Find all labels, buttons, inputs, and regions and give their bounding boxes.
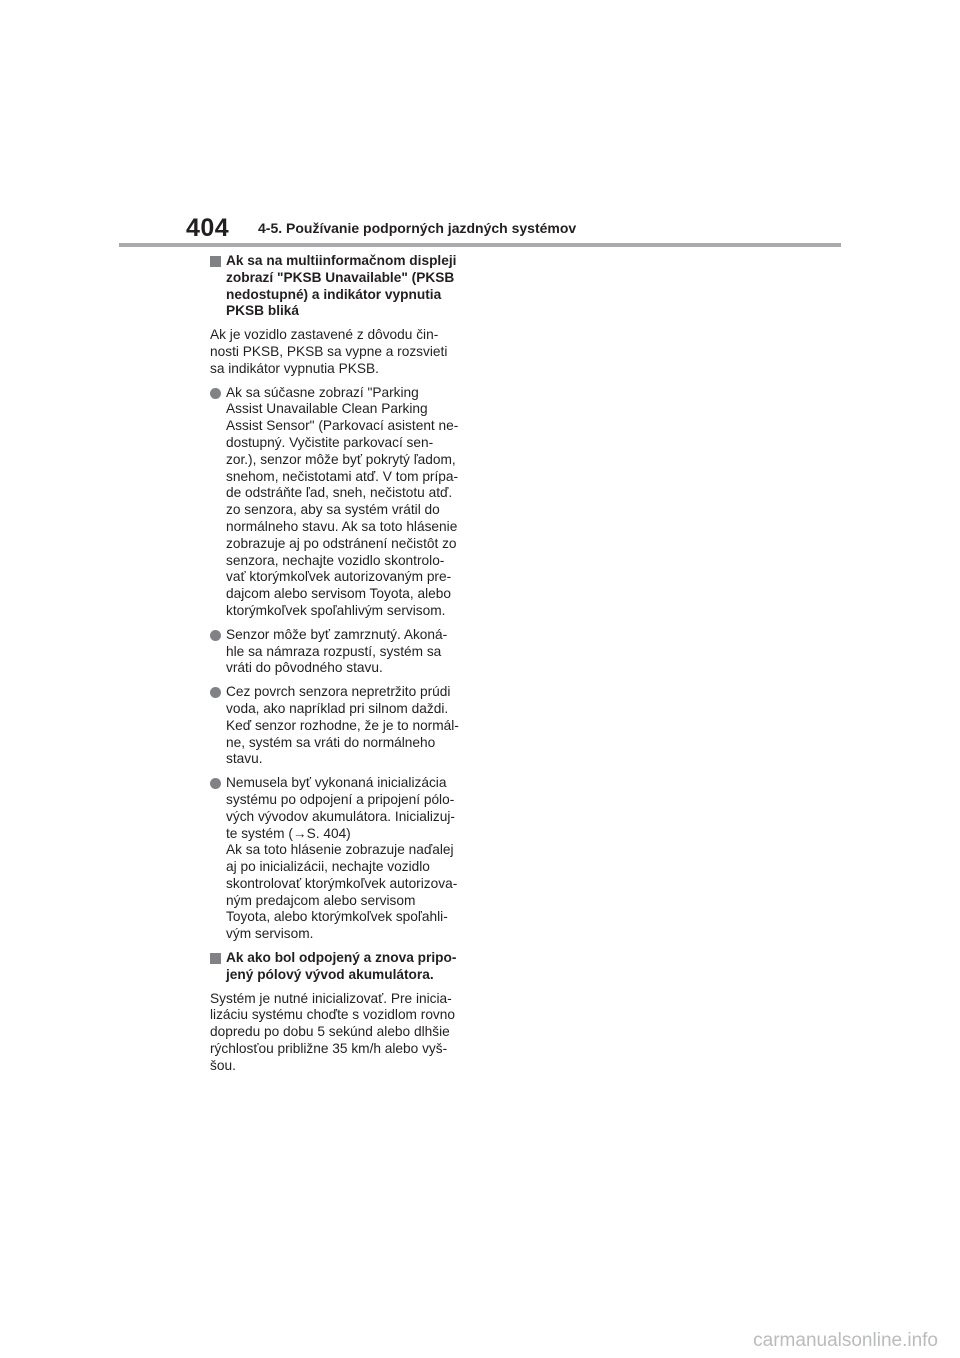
bullet-line: stavu. [226, 751, 263, 767]
round-bullet-icon [210, 778, 221, 789]
bullet-line: snehom, nečistotami atď. V tom prípa- [226, 468, 459, 484]
bullet-line: zo senzora, aby sa systém vrátil do [226, 502, 440, 518]
paragraph-line: rýchlosťou približne 35 km/h alebo vyš- [210, 1041, 448, 1057]
bullet-line: vých vývodov akumulátora. Inicializuj- [226, 808, 455, 824]
bullet-line: voda, ako napríklad pri silnom daždi. [226, 700, 449, 716]
paragraph-line: sa indikátor vypnutia PKSB. [210, 360, 379, 376]
round-bullet-icon [210, 388, 221, 399]
bullet-line: Ak sa toto hlásenie zobrazuje naďalej [226, 842, 454, 858]
heading-line: nedostupné) a indikátor vypnutia [226, 286, 442, 302]
paragraph-line: nosti PKSB, PKSB sa vypne a rozsvieti [210, 343, 448, 359]
heading-line: Ak ako bol odpojený a znova pripo- [226, 950, 457, 966]
subsection-heading-pksb-unavailable [210, 253, 472, 320]
bullet-line: skontrolovať ktorýmkoľvek autorizova- [226, 875, 458, 891]
heading-line: Ak sa na multiinformačnom displeji [226, 253, 457, 268]
bullet-line: ktorýmkoľvek spoľahlivým servisom. [226, 602, 446, 618]
paragraph-line: lizáciu systému choďte s vozidlom rovno [210, 1007, 455, 1023]
bullet-line: vráti do pôvodného stavu. [226, 660, 383, 676]
bullet-line: de odstráňte ľad, sneh, nečistotu atď. [226, 485, 453, 501]
bullet-line: aj po inicializácii, nechajte vozidlo [226, 859, 430, 875]
bullet-line: normálneho stavu. Ak sa toto hlásenie [226, 518, 458, 534]
square-bullet-icon [210, 953, 221, 964]
bullet-line: vým servisom. [226, 926, 314, 942]
header-divider [119, 243, 841, 247]
heading-line: PKSB bliká [226, 303, 300, 319]
section-title: 4-5. Používanie podporných jazdných systémov [258, 220, 577, 236]
bullet-line: Assist Sensor" (Parkovací asistent ne- [226, 418, 459, 434]
bullet-line: zor.), senzor môže byť pokrytý ľadom, [226, 451, 456, 467]
paragraph-line: Systém je nutné inicializovať. Pre inicia- [210, 990, 452, 1006]
bullet-line: Toyota, alebo ktorýmkoľvek spoľahli- [226, 909, 448, 925]
page-number: 404 [186, 214, 230, 242]
content-column [210, 253, 472, 1082]
bullet-line: Ak sa súčasne zobrazí "Parking [226, 384, 419, 400]
page-reference-link[interactable]: te systém (→S. 404) [226, 825, 351, 841]
bullet-line: Nemusela byť vykonaná inicializácia [226, 775, 447, 791]
paragraph-line: šou. [210, 1057, 236, 1073]
square-bullet-icon [210, 256, 221, 267]
bullet-line: systému po odpojení a pripojení pólo- [226, 791, 455, 807]
paragraph-line: Ak je vozidlo zastavené z dôvodu čin- [210, 327, 439, 343]
bullet-item [210, 684, 472, 768]
bullet-item [210, 385, 472, 620]
bullet-line: zobrazuje aj po odstránení nečistôt zo [226, 535, 457, 551]
intro-paragraph [210, 327, 472, 377]
bullet-item [210, 775, 472, 943]
bullet-line: hle sa námraza rozpustí, systém sa [226, 643, 442, 659]
heading-line: zobrazí "PKSB Unavailable" (PKSB [226, 269, 455, 285]
bullet-line: dajcom alebo servisom Toyota, alebo [226, 586, 451, 602]
bullet-line: senzora, nechajte vozidlo skontrolo- [226, 552, 445, 568]
round-bullet-icon [210, 630, 221, 641]
bullet-line: vať ktorýmkoľvek autorizovaným pre- [226, 569, 452, 585]
paragraph-line: dopredu po dobu 5 sekúnd alebo dlhšie [210, 1024, 450, 1040]
bullet-line: Cez povrch senzora nepretržito prúdi [226, 684, 451, 700]
watermark: carmanualsonline.info [753, 1330, 938, 1351]
bullet-line: Keď senzor rozhodne, že je to normál- [226, 717, 459, 733]
bullet-line: ným predajcom alebo servisom [226, 892, 416, 908]
bullet-line: Senzor môže byť zamrznutý. Akoná- [226, 626, 448, 642]
bullet-line: ne, systém sa vráti do normálneho [226, 734, 436, 750]
bullet-item [210, 627, 472, 677]
subsection-heading-battery-reconnected [210, 950, 472, 984]
heading-line: jený pólový vývod akumulátora. [226, 966, 434, 982]
intro-paragraph [210, 991, 472, 1075]
round-bullet-icon [210, 687, 221, 698]
bullet-line: Assist Unavailable Clean Parking [226, 401, 428, 417]
bullet-line: dostupný. Vyčistite parkovací sen- [226, 434, 434, 450]
